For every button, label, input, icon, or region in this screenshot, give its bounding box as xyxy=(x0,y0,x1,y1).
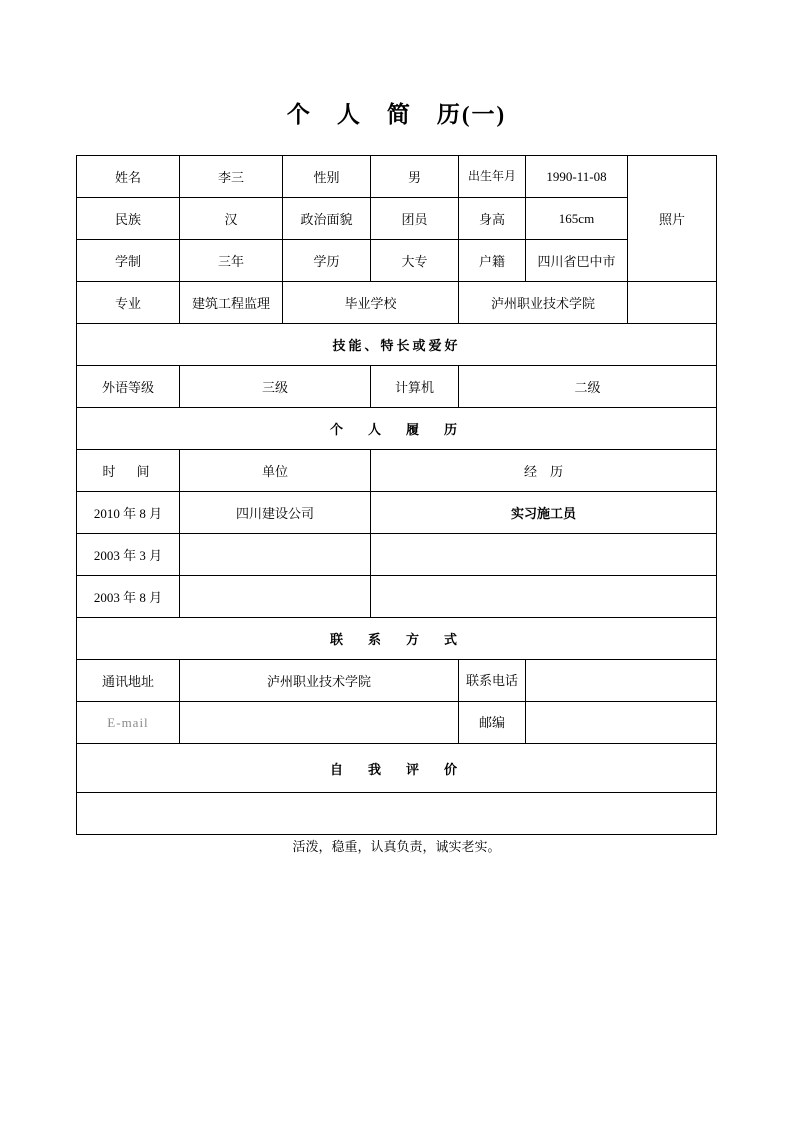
label-name: 姓名 xyxy=(77,156,180,198)
experience-time: 2003 年 8 月 xyxy=(77,576,180,618)
column-header-experience: 经 历 xyxy=(371,450,717,492)
label-height: 身高 xyxy=(459,198,526,240)
table-row xyxy=(77,534,717,576)
label-email: E-mail xyxy=(77,702,180,744)
label-household: 户籍 xyxy=(459,240,526,282)
label-ethnicity: 民族 xyxy=(77,198,180,240)
table-row xyxy=(77,576,717,618)
label-education: 学历 xyxy=(283,240,371,282)
label-graduate-school: 毕业学校 xyxy=(283,282,459,324)
page-title-main: 个 人 简 历 xyxy=(286,102,462,127)
value-email xyxy=(180,702,459,744)
table-row xyxy=(77,702,717,744)
value-schooling-length: 三年 xyxy=(180,240,283,282)
table-row xyxy=(77,324,717,366)
experience-time: 2010 年 8 月 xyxy=(77,492,180,534)
label-birthdate: 出生年月 xyxy=(459,156,526,198)
value-gender: 男 xyxy=(371,156,459,198)
table-row xyxy=(77,198,717,240)
experience-description: 实习施工员 xyxy=(371,492,717,534)
experience-unit: 四川建设公司 xyxy=(180,492,371,534)
table-row xyxy=(77,450,717,492)
label-schooling-length: 学制 xyxy=(77,240,180,282)
table-row xyxy=(77,240,717,282)
value-name: 李三 xyxy=(180,156,283,198)
value-household: 四川省巴中市 xyxy=(526,240,628,282)
table-row xyxy=(77,282,717,324)
value-zipcode xyxy=(526,702,717,744)
label-address: 通讯地址 xyxy=(77,660,180,702)
table-row xyxy=(77,618,717,660)
value-education: 大专 xyxy=(371,240,459,282)
page-title-suffix: (一) xyxy=(461,102,507,127)
value-computer-level: 二级 xyxy=(459,366,717,408)
section-header-evaluation: 自 我 评 价 xyxy=(77,744,717,793)
value-birthdate: 1990-11-08 xyxy=(526,156,628,198)
table-row xyxy=(77,660,717,702)
evaluation-body-cell xyxy=(77,793,717,854)
evaluation-text: 活泼，稳重，认真负责，诚实老实。 xyxy=(292,839,501,854)
table-row xyxy=(77,156,717,198)
photo-spacer xyxy=(628,282,717,324)
label-gender: 性别 xyxy=(283,156,371,198)
experience-time: 2003 年 3 月 xyxy=(77,534,180,576)
value-political-status: 团员 xyxy=(371,198,459,240)
label-zipcode: 邮编 xyxy=(459,702,526,744)
label-foreign-language-level: 外语等级 xyxy=(77,366,180,408)
column-header-time: 时 间 xyxy=(77,450,180,492)
experience-description xyxy=(371,534,717,576)
experience-description xyxy=(371,576,717,618)
experience-unit xyxy=(180,534,371,576)
value-graduate-school: 泸州职业技术学院 xyxy=(459,282,628,324)
value-foreign-language-level: 三级 xyxy=(180,366,371,408)
page-title xyxy=(0,96,793,129)
table-row xyxy=(77,492,717,534)
value-phone xyxy=(526,660,717,702)
value-address: 泸州职业技术学院 xyxy=(180,660,459,702)
table-row xyxy=(77,408,717,450)
table-row xyxy=(77,744,717,793)
column-header-unit: 单位 xyxy=(180,450,371,492)
label-political-status: 政治面貌 xyxy=(283,198,371,240)
photo-placeholder: 照片 xyxy=(628,156,717,282)
label-computer-level: 计算机 xyxy=(371,366,459,408)
section-header-contact: 联 系 方 式 xyxy=(77,618,717,660)
resume-table xyxy=(76,155,717,854)
label-major: 专业 xyxy=(77,282,180,324)
label-phone: 联系电话 xyxy=(459,660,526,702)
section-header-skills: 技能、特长或爱好 xyxy=(77,324,717,366)
experience-unit xyxy=(180,576,371,618)
value-major: 建筑工程监理 xyxy=(180,282,283,324)
table-row xyxy=(77,366,717,408)
value-height: 165cm xyxy=(526,198,628,240)
table-row xyxy=(77,793,717,835)
section-header-experience: 个 人 履 历 xyxy=(77,408,717,450)
value-ethnicity: 汉 xyxy=(180,198,283,240)
